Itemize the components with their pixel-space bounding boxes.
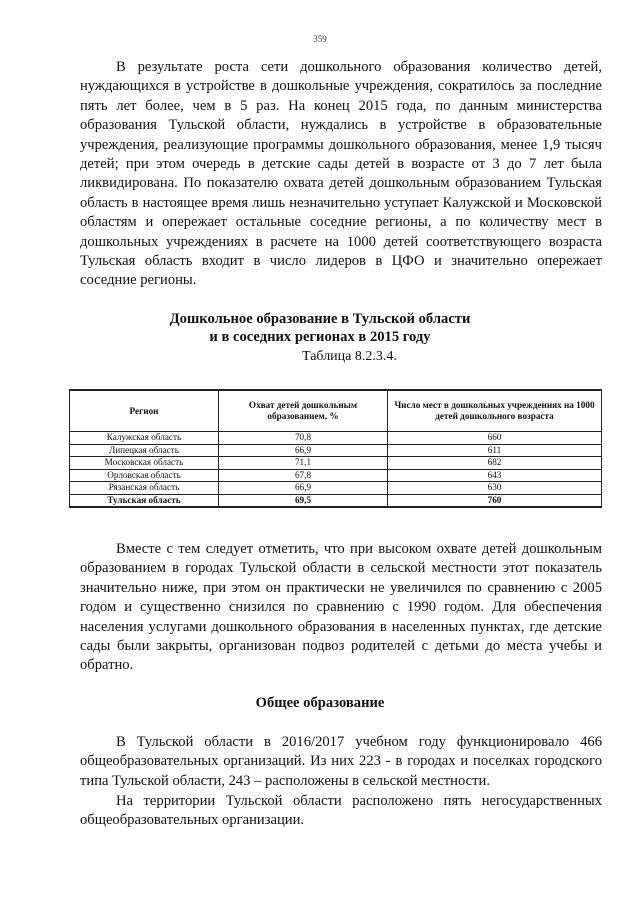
preschool-table	[69, 389, 602, 508]
header-places: Число мест в дошкольных учреждениях на 1000 детей дошкольного возраста	[388, 390, 602, 432]
table-row-total	[70, 494, 602, 507]
cell-coverage: 67,8	[219, 469, 388, 482]
cell-region: Калужская область	[70, 432, 219, 445]
header-region: Регион	[70, 390, 219, 432]
table-row	[70, 482, 602, 495]
table-row	[70, 432, 602, 445]
cell-places: 630	[388, 482, 602, 495]
paragraph-school-count: В Тульской области в 2016/2017 учебном году функционировало 466 общеобразовательных организаций. Из них 223 - в городах и поселках городского типа Тульской области, 243 – расположены в сельской местности.	[80, 734, 602, 789]
table-row	[70, 444, 602, 457]
table-row	[70, 469, 602, 482]
table-row	[70, 457, 602, 470]
paragraph-private-schools: На территории Тульской области расположено пять негосударственных общеобразовательных организации.	[80, 793, 602, 829]
cell-places: 611	[388, 444, 602, 457]
cell-coverage: 71,1	[219, 457, 388, 470]
cell-region: Тульская область	[70, 494, 219, 507]
cell-coverage: 66,9	[219, 444, 388, 457]
cell-places: 643	[388, 469, 602, 482]
cell-places: 660	[388, 432, 602, 445]
cell-region: Московская область	[70, 457, 219, 470]
cell-region: Рязанская область	[70, 482, 219, 495]
table-caption: Таблица 8.2.3.4.	[302, 349, 397, 364]
cell-coverage: 70,8	[219, 432, 388, 445]
cell-places: 760	[388, 494, 602, 507]
table-title-line1: Дошкольное образование в Тульской области	[169, 311, 471, 327]
cell-coverage: 66,9	[219, 482, 388, 495]
cell-region: Липецкая область	[70, 444, 219, 457]
paragraph-preschool-growth: В результате роста сети дошкольного образования количество детей, нуждающихся в устройстве в дошкольные учреждения, сократилось за последние пять лет более, чем в 5 раз. На конец 2015 года, по данным министерства образования Тульской области, нуждались в устройстве в образовательные учреждения, реализующие программы дошкольного образования, менее 1,9 тысяч детей; при этом очередь в детские сады детей в возрасте от 3 до 7 лет была ликвидирована. По показателю охвата детей дошкольным образованием Тульская область в настоящее время лишь незначительно уступает Калужской и Московской областям и опережает остальные соседние регионы, а по количеству мест в дошкольных учреждениях в расчете на 1000 детей соответствующего возраста Тульская область входит в число лидеров в ЦФО и значительно опережает соседние регионы.	[80, 59, 602, 289]
table-header-row	[70, 390, 602, 432]
header-coverage: Охват детей дошкольным образованием, %	[219, 390, 388, 432]
cell-places: 682	[388, 457, 602, 470]
page-number: 359	[313, 34, 327, 44]
table-title-line2: и в соседних регионах в 2015 году	[209, 329, 431, 345]
section-heading-general-education: Общее образование	[255, 695, 385, 711]
paragraph-rural-coverage: Вместе с тем следует отметить, что при высоком охвате детей дошкольным образованием в городах Тульской области в сельской местности этот показатель значительно ниже, при этом он практически не увеличился по сравнению с 2005 годом и существенно снизился по сравнению с 1990 годом. Для обеспечения населения услугами дошкольного образования в населенных пунктах, где детские сады были закрыты, организован подвоз родителей с детьми до места учебы и обратно.	[80, 541, 602, 674]
cell-coverage: 69,5	[219, 494, 388, 507]
cell-region: Орловская область	[70, 469, 219, 482]
